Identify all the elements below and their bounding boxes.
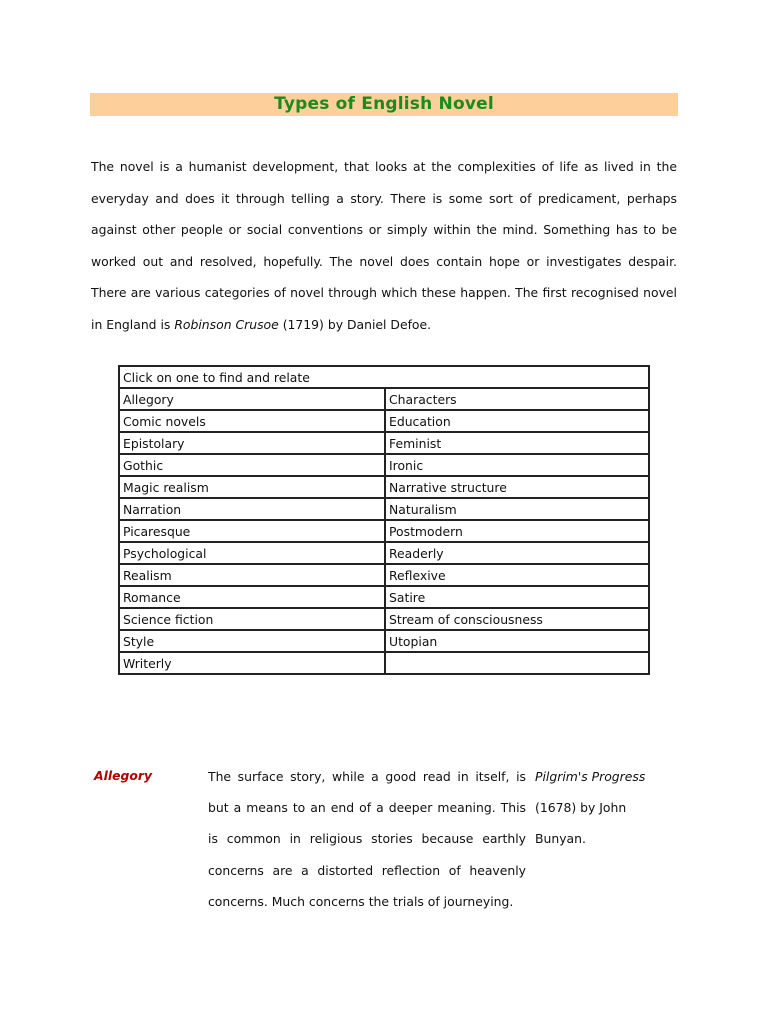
category-table [118,365,650,675]
category-link[interactable]: Psychological [119,542,385,564]
intro-paragraph [91,151,677,340]
table-row [119,608,649,630]
category-link[interactable]: Readerly [385,542,649,564]
table-row [119,564,649,586]
intro-text-end: (1719) by Daniel Defoe. [278,316,432,332]
table-row [119,652,649,674]
category-link[interactable]: Style [119,630,385,652]
page-title: Types of English Novel [274,94,494,114]
entry-example-rest: (1678) by John Bunyan. [535,800,627,847]
category-link[interactable]: Picaresque [119,520,385,542]
category-link[interactable]: Utopian [385,630,649,652]
table-row [119,454,649,476]
table-row [119,388,649,410]
category-link[interactable]: Education [385,410,649,432]
category-link[interactable]: Reflexive [385,564,649,586]
category-link[interactable]: Satire [385,586,649,608]
table-row [119,410,649,432]
entry-example-title: Pilgrim's Progress [535,769,646,784]
category-link[interactable]: Ironic [385,454,649,476]
empty-cell [385,652,649,674]
title-bar [90,93,678,116]
category-link[interactable]: Narrative structure [385,476,649,498]
category-link[interactable]: Writerly [119,652,385,674]
category-link[interactable]: Science fiction [119,608,385,630]
table-row [119,586,649,608]
entry-term: Allegory [94,768,153,783]
category-link[interactable]: Narration [119,498,385,520]
table-row [119,476,649,498]
table-row [119,542,649,564]
table-row [119,630,649,652]
category-link[interactable]: Allegory [119,388,385,410]
intro-book-title: Robinson Crusoe [174,316,279,332]
category-link[interactable]: Naturalism [385,498,649,520]
category-link[interactable]: Magic realism [119,476,385,498]
table-row [119,520,649,542]
category-link[interactable]: Feminist [385,432,649,454]
category-link[interactable]: Epistolary [119,432,385,454]
entry-example [535,761,655,855]
table-row [119,432,649,454]
entry-definition: The surface story, while a good read in itself, is but a means to an end of a deeper meaning. This is common in religious stories because earthly concerns are a distorted reflection of heavenly concerns. Much concerns the trials of journeying. [208,769,526,909]
intro-text: The novel is a humanist development, that looks at the complexities of life as lived in the everyday and does it through telling a story. There is some sort of predicament, perhaps against other people or social conventions or simply within the mind. Something has to be worked out and resolved, hopefully. The novel does contain hope or investigates despair. There are various categories of novel through which these happen. The first recognised novel in England is [91,159,677,332]
category-link[interactable]: Realism [119,564,385,586]
category-link[interactable]: Characters [385,388,649,410]
table-caption-row [119,366,649,388]
category-link[interactable]: Postmodern [385,520,649,542]
table-caption: Click on one to find and relate [119,366,649,388]
category-link[interactable]: Comic novels [119,410,385,432]
table-row [119,498,649,520]
category-link[interactable]: Romance [119,586,385,608]
category-link[interactable]: Gothic [119,454,385,476]
category-link[interactable]: Stream of consciousness [385,608,649,630]
